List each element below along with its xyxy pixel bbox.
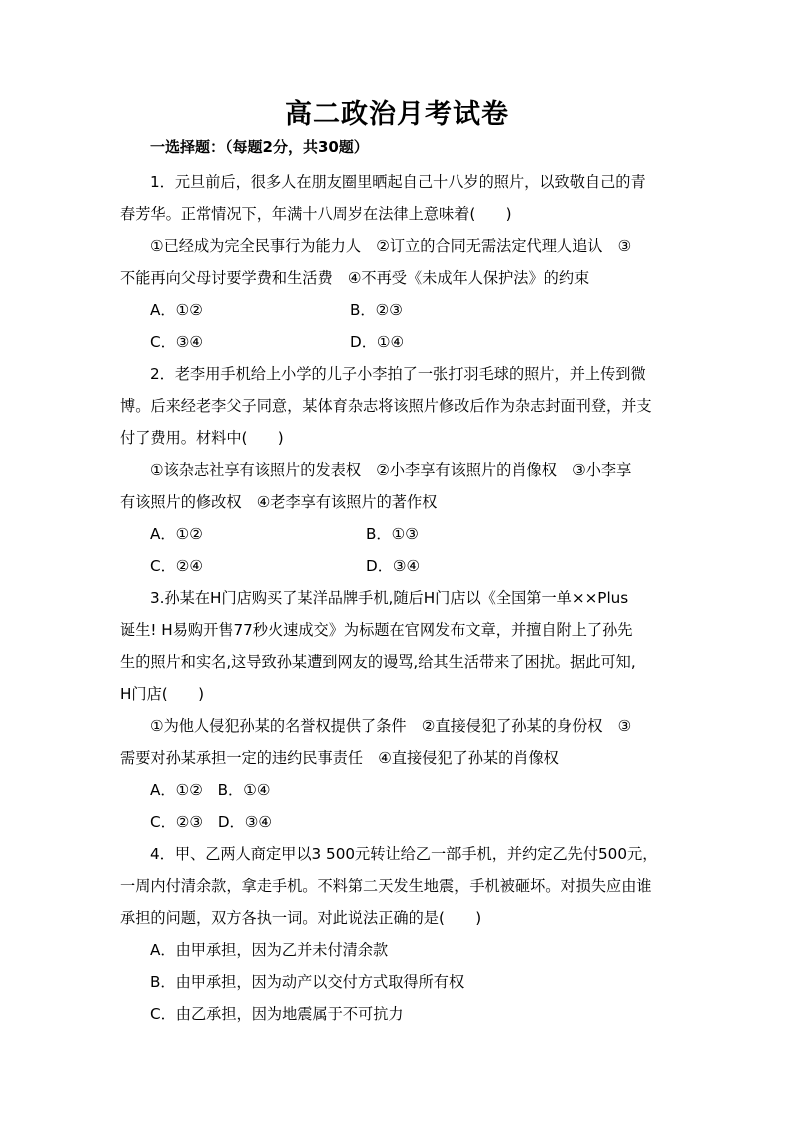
question-2 (120, 358, 680, 582)
question-2-options-row-2 (150, 550, 680, 582)
question-list (120, 166, 680, 1030)
question-1-items-line-2: 不能再向父母讨要学费和生活费 ④不再受《未成年人保护法》的约束 (120, 269, 590, 287)
page-title: 高二政治月考试卷 (285, 99, 509, 130)
question-3-option-b[interactable]: B．①④ (217, 781, 271, 799)
question-4-stem-line-1: 4．甲、乙两人商定甲以3 500元转让给乙一部手机，并约定乙先付500元， (150, 845, 658, 863)
question-1-option-d[interactable]: D．①④ (350, 333, 405, 351)
question-1-option-b[interactable]: B．②③ (350, 301, 403, 319)
question-4-stem-line-3: 承担的问题，双方各执一词。对此说法正确的是( ) (120, 909, 482, 927)
question-3-items-line-2: 需要对孙某承担一定的违约民事责任 ④直接侵犯了孙某的肖像权 (120, 749, 559, 767)
question-3-option-a[interactable]: A．①② (150, 781, 203, 799)
question-3-stem-line-2: 诞生! H易购开售77秒火速成交》为标题在官网发布文章，并擅自附上了孙先 (120, 621, 633, 639)
question-3 (120, 582, 680, 838)
question-3-items-line-1: ①为他人侵犯孙某的名誉权提供了条件 ②直接侵犯了孙某的身份权 ③ (150, 717, 632, 735)
question-2-options-row-1 (150, 518, 680, 550)
question-2-stem-line-3: 付了费用。材料中( ) (120, 429, 284, 447)
question-3-options-row-1 (150, 774, 680, 806)
question-4-stem-line-2: 一周内付清余款，拿走手机。不料第二天发生地震，手机被砸坏。对损失应由谁 (120, 877, 652, 895)
question-2-option-a[interactable]: A．①② (150, 525, 203, 543)
question-4-option-a[interactable]: A．由甲承担，因为乙并未付清余款 (150, 941, 389, 959)
question-4-option-c[interactable]: C．由乙承担，因为地震属于不可抗力 (150, 1005, 404, 1023)
question-2-option-b[interactable]: B．①③ (366, 525, 419, 543)
question-3-options-row-2 (150, 806, 680, 838)
question-1-options-row-2 (150, 326, 680, 358)
section-heading: 一选择题：（每题2分，共30题） (150, 138, 369, 156)
question-1-stem-line-1: 1．元旦前后，很多人在朋友圈里晒起自己十八岁的照片，以致敬自己的青 (150, 173, 646, 191)
question-1 (120, 166, 680, 358)
question-3-option-c[interactable]: C．②③ (150, 813, 204, 831)
question-3-option-d[interactable]: D．③④ (217, 813, 272, 831)
question-2-option-d[interactable]: D．③④ (366, 557, 421, 575)
question-4-option-b[interactable]: B．由甲承担，因为动产以交付方式取得所有权 (150, 973, 465, 991)
question-1-items-line-1: ①已经成为完全民事行为能力人 ②订立的合同无需法定代理人追认 ③ (150, 237, 632, 255)
question-2-items-line-1: ①该杂志社享有该照片的发表权 ②小李享有该照片的肖像权 ③小李享 (150, 461, 632, 479)
question-1-stem-line-2: 春芳华。正常情况下，年满十八周岁在法律上意味着( ) (120, 205, 512, 223)
question-3-stem-line-4: H门店( ) (120, 685, 205, 703)
question-1-options-row-1 (150, 294, 680, 326)
question-1-option-a[interactable]: A．①② (150, 301, 203, 319)
question-2-stem-line-1: 2．老李用手机给上小学的儿子小李拍了一张打羽毛球的照片，并上传到微 (150, 365, 646, 383)
question-1-option-c[interactable]: C．③④ (150, 333, 204, 351)
question-4 (120, 838, 680, 1030)
question-2-stem-line-2: 博。后来经老李父子同意，某体育杂志将该照片修改后作为杂志封面刊登，并支 (120, 397, 652, 415)
question-2-option-c[interactable]: C．②④ (150, 557, 204, 575)
question-2-items-line-2: 有该照片的修改权 ④老李享有该照片的著作权 (120, 493, 438, 511)
question-3-stem-line-1: 3.孙某在H门店购买了某洋品牌手机,随后H门店以《全国第一单××Plus (150, 589, 629, 607)
question-3-stem-line-3: 生的照片和实名,这导致孙某遭到网友的谩骂,给其生活带来了困扰。据此可知, (120, 653, 636, 671)
